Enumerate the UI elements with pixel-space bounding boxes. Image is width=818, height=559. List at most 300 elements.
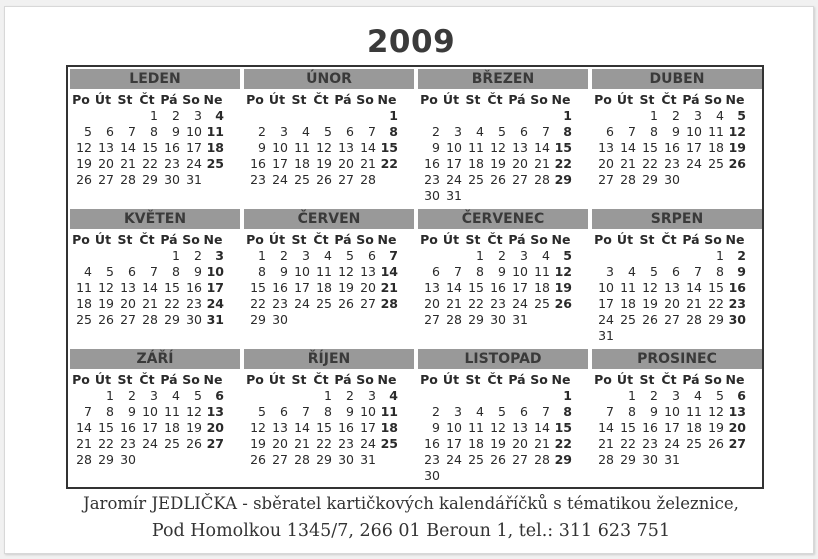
day-cell: 15 [554, 420, 572, 435]
weekday-header: So [356, 371, 374, 387]
week-row [70, 404, 224, 420]
week-row [70, 108, 224, 124]
day-cell: 23 [250, 172, 266, 187]
weekday-header-row [70, 91, 224, 108]
empty-cell [180, 452, 202, 468]
year-title: 2009 [366, 24, 456, 60]
day-cell: 25 [468, 172, 484, 187]
weekday-header: St [639, 371, 655, 387]
empty-cell [484, 108, 506, 124]
empty-cell [506, 468, 528, 484]
day-cell: 23 [664, 156, 680, 171]
day-cell: 3 [454, 404, 462, 419]
day-cell: 20 [598, 156, 614, 171]
day-cell: 7 [128, 124, 136, 139]
day-cell: 14 [686, 280, 702, 295]
day-cell: 11 [686, 404, 702, 419]
empty-cell [636, 328, 658, 344]
day-cell: 18 [294, 156, 310, 171]
day-cell: 12 [490, 420, 506, 435]
day-cell: 21 [620, 156, 636, 171]
day-cell: 3 [520, 248, 528, 263]
weekday-header-row [418, 231, 572, 248]
day-cell: 30 [424, 188, 440, 203]
day-cell: 10 [186, 124, 202, 139]
day-cell: 7 [302, 404, 310, 419]
week-row [418, 140, 572, 156]
day-cell: 12 [316, 140, 332, 155]
week-row [592, 264, 746, 280]
day-cell: 12 [554, 264, 572, 279]
weekday-header-row [244, 91, 398, 108]
day-cell: 17 [664, 420, 680, 435]
day-cell: 31 [446, 188, 462, 203]
empty-cell [506, 388, 528, 404]
day-cell: 26 [98, 312, 114, 327]
weekday-header: Pá [508, 371, 526, 387]
weekday-header: Út [442, 91, 460, 107]
empty-cell [70, 108, 92, 124]
day-cell: 12 [642, 280, 658, 295]
empty-cell [484, 468, 506, 484]
day-cell: 5 [498, 404, 506, 419]
empty-cell [440, 468, 462, 484]
weekday-header: Út [94, 91, 112, 107]
day-cell: 25 [164, 436, 180, 451]
day-cell: 23 [642, 436, 658, 451]
day-cell: 17 [446, 156, 462, 171]
empty-cell [680, 452, 702, 468]
weekday-header: So [182, 231, 200, 247]
weekday-header-row [244, 231, 398, 248]
day-cell: 26 [338, 296, 354, 311]
weekday-header: Út [442, 231, 460, 247]
empty-cell [136, 248, 158, 264]
day-cell: 17 [206, 280, 224, 295]
weekday-header: Ne [377, 231, 397, 247]
month-name: SRPEN [592, 209, 762, 229]
week-row [418, 108, 572, 124]
month-days-table [244, 231, 398, 328]
day-cell: 17 [446, 436, 462, 451]
weekday-header: Ne [551, 231, 571, 247]
weekday-header: Ne [725, 371, 745, 387]
day-cell: 15 [250, 280, 266, 295]
day-cell: 30 [664, 172, 680, 187]
day-cell: 14 [294, 420, 310, 435]
empty-cell [614, 108, 636, 124]
day-cell: 24 [664, 436, 680, 451]
day-cell: 23 [728, 296, 746, 311]
calendar-card [4, 6, 814, 554]
weekday-header: St [639, 231, 655, 247]
day-cell: 4 [324, 248, 332, 263]
week-row [244, 108, 398, 124]
day-cell: 20 [512, 436, 528, 451]
day-cell: 7 [628, 124, 636, 139]
day-cell: 22 [98, 436, 114, 451]
month-days-table [244, 371, 398, 468]
day-cell: 28 [142, 312, 158, 327]
day-cell: 15 [380, 140, 398, 155]
month-days-table [592, 231, 746, 344]
day-cell: 29 [164, 312, 180, 327]
day-cell: 9 [432, 420, 440, 435]
day-cell: 21 [120, 156, 136, 171]
day-cell: 9 [258, 140, 266, 155]
day-cell: 4 [389, 388, 398, 403]
day-cell: 14 [534, 140, 550, 155]
weekday-header: So [530, 91, 548, 107]
weekday-header: St [465, 91, 481, 107]
day-cell: 18 [534, 280, 550, 295]
day-cell: 21 [534, 436, 550, 451]
day-cell: 1 [258, 248, 266, 263]
weekday-header: Ne [725, 231, 745, 247]
day-cell: 23 [424, 452, 440, 467]
weekday-header: So [704, 371, 722, 387]
day-cell: 4 [628, 264, 636, 279]
day-cell: 1 [150, 108, 158, 123]
day-cell: 3 [150, 388, 158, 403]
day-cell: 8 [563, 404, 572, 419]
empty-cell [658, 328, 680, 344]
empty-cell [332, 312, 354, 328]
day-cell: 8 [106, 404, 114, 419]
day-cell: 9 [498, 264, 506, 279]
day-cell: 26 [554, 296, 572, 311]
day-cell: 6 [432, 264, 440, 279]
weekday-header: Čt [487, 231, 503, 247]
day-cell: 22 [620, 436, 636, 451]
day-cell: 8 [172, 264, 180, 279]
day-cell: 29 [142, 172, 158, 187]
empty-cell [592, 248, 614, 264]
week-row [244, 388, 398, 404]
day-cell: 15 [554, 140, 572, 155]
empty-cell [202, 452, 224, 468]
day-cell: 19 [76, 156, 92, 171]
day-cell: 30 [120, 452, 136, 467]
day-cell: 3 [368, 388, 376, 403]
empty-cell [658, 248, 680, 264]
week-row [244, 404, 398, 420]
day-cell: 5 [563, 248, 572, 263]
empty-cell [70, 388, 92, 404]
day-cell: 29 [620, 452, 636, 467]
day-cell: 18 [468, 156, 484, 171]
day-cell: 16 [490, 280, 506, 295]
day-cell: 25 [534, 296, 550, 311]
week-row [244, 420, 398, 436]
week-row [592, 312, 746, 328]
day-cell: 31 [360, 452, 376, 467]
day-cell: 22 [708, 296, 724, 311]
day-cell: 20 [272, 436, 288, 451]
day-cell: 15 [468, 280, 484, 295]
day-cell: 22 [554, 156, 572, 171]
day-cell: 26 [642, 312, 658, 327]
month-days-table [418, 91, 572, 204]
day-cell: 25 [686, 436, 702, 451]
empty-cell [724, 452, 746, 468]
day-cell: 9 [280, 264, 288, 279]
day-cell: 30 [490, 312, 506, 327]
weekday-header: Ne [725, 91, 745, 107]
day-cell: 18 [708, 140, 724, 155]
day-cell: 28 [446, 312, 462, 327]
day-cell: 1 [324, 388, 332, 403]
week-row [418, 248, 572, 264]
day-cell: 5 [737, 108, 746, 123]
weekday-header: So [530, 231, 548, 247]
day-cell: 19 [250, 436, 266, 451]
day-cell: 27 [598, 172, 614, 187]
month-name: LEDEN [70, 69, 240, 89]
day-cell: 18 [380, 420, 398, 435]
day-cell: 30 [338, 452, 354, 467]
month-days-table [592, 371, 746, 468]
day-cell: 23 [186, 296, 202, 311]
empty-cell [202, 172, 224, 188]
day-cell: 24 [206, 296, 224, 311]
empty-cell [614, 248, 636, 264]
day-cell: 15 [316, 420, 332, 435]
day-cell: 24 [686, 156, 702, 171]
day-cell: 29 [98, 452, 114, 467]
day-cell: 9 [737, 264, 746, 279]
day-cell: 27 [98, 172, 114, 187]
weekday-header: Čt [487, 371, 503, 387]
day-cell: 13 [598, 140, 614, 155]
day-cell: 4 [476, 404, 484, 419]
day-cell: 13 [272, 420, 288, 435]
day-cell: 27 [512, 452, 528, 467]
empty-cell [310, 312, 332, 328]
footer-name-line: Jaromír JEDLIČKA - sběratel kartičkových kalendáříčků s tématikou železnice, [83, 494, 739, 513]
weekday-header: Pá [334, 91, 352, 107]
week-row [70, 312, 224, 328]
day-cell: 14 [142, 280, 158, 295]
day-cell: 15 [164, 280, 180, 295]
day-cell: 12 [728, 124, 746, 139]
day-cell: 6 [520, 404, 528, 419]
day-cell: 17 [360, 420, 376, 435]
day-cell: 9 [194, 264, 202, 279]
day-cell: 30 [424, 468, 440, 483]
day-cell: 17 [598, 296, 614, 311]
day-cell: 13 [120, 280, 136, 295]
day-cell: 24 [598, 312, 614, 327]
week-row [418, 388, 572, 404]
day-cell: 10 [512, 264, 528, 279]
day-cell: 20 [360, 280, 376, 295]
day-cell: 17 [272, 156, 288, 171]
day-cell: 2 [194, 248, 202, 263]
weekday-header-row [70, 231, 224, 248]
empty-cell [528, 312, 550, 328]
week-row [418, 280, 572, 296]
week-row [592, 172, 746, 188]
weekday-header: Pá [160, 91, 178, 107]
day-cell: 9 [672, 124, 680, 139]
day-cell: 22 [164, 296, 180, 311]
week-row [70, 264, 224, 280]
day-cell: 16 [186, 280, 202, 295]
day-cell: 25 [468, 452, 484, 467]
week-row [70, 452, 224, 468]
week-row [592, 388, 746, 404]
week-row [418, 404, 572, 420]
empty-cell [724, 172, 746, 188]
weekday-header: Čt [661, 231, 677, 247]
day-cell: 18 [686, 420, 702, 435]
weekday-header: So [356, 231, 374, 247]
empty-cell [92, 108, 114, 124]
day-cell: 16 [338, 420, 354, 435]
day-cell: 12 [708, 404, 724, 419]
day-cell: 26 [186, 436, 202, 451]
day-cell: 27 [728, 436, 746, 451]
day-cell: 1 [563, 108, 572, 123]
day-cell: 24 [446, 452, 462, 467]
weekday-header: Pá [508, 231, 526, 247]
weekday-header: St [117, 231, 133, 247]
week-row [244, 140, 398, 156]
day-cell: 23 [490, 296, 506, 311]
weekday-header: Čt [661, 91, 677, 107]
empty-cell [462, 188, 484, 204]
day-cell: 11 [708, 124, 724, 139]
weekday-header: Út [616, 231, 634, 247]
day-cell: 5 [716, 388, 724, 403]
week-row [70, 124, 224, 140]
day-cell: 14 [380, 264, 398, 279]
day-cell: 3 [694, 108, 702, 123]
day-cell: 3 [454, 124, 462, 139]
weekday-header: St [291, 91, 307, 107]
day-cell: 10 [598, 280, 614, 295]
month-name: KVĚTEN [70, 209, 240, 229]
weekday-header: Ne [203, 91, 223, 107]
day-cell: 25 [380, 436, 398, 451]
day-cell: 30 [728, 312, 746, 327]
day-cell: 21 [76, 436, 92, 451]
day-cell: 14 [620, 140, 636, 155]
day-cell: 15 [642, 140, 658, 155]
day-cell: 17 [186, 140, 202, 155]
day-cell: 27 [120, 312, 136, 327]
weekday-header-row [592, 371, 746, 388]
weekday-header: Út [94, 371, 112, 387]
day-cell: 10 [206, 264, 224, 279]
day-cell: 12 [338, 264, 354, 279]
weekday-header: Ne [377, 91, 397, 107]
weekday-header: St [639, 91, 655, 107]
week-row [592, 404, 746, 420]
day-cell: 31 [598, 328, 614, 343]
day-cell: 11 [76, 280, 92, 295]
day-cell: 14 [360, 140, 376, 155]
day-cell: 16 [642, 420, 658, 435]
empty-cell [462, 388, 484, 404]
day-cell: 6 [280, 404, 288, 419]
day-cell: 14 [120, 140, 136, 155]
empty-cell [528, 468, 550, 484]
day-cell: 14 [598, 420, 614, 435]
weekday-header: Út [268, 91, 286, 107]
week-row [592, 124, 746, 140]
day-cell: 30 [642, 452, 658, 467]
day-cell: 6 [346, 124, 354, 139]
day-cell: 23 [164, 156, 180, 171]
day-cell: 28 [598, 452, 614, 467]
day-cell: 27 [272, 452, 288, 467]
day-cell: 13 [338, 140, 354, 155]
month-name: ČERVENEC [418, 209, 588, 229]
day-cell: 6 [106, 124, 114, 139]
day-cell: 29 [554, 172, 572, 187]
weekday-header: Po [420, 231, 438, 247]
day-cell: 7 [389, 248, 398, 263]
day-cell: 10 [664, 404, 680, 419]
week-row [70, 296, 224, 312]
empty-cell [376, 452, 398, 468]
week-row [70, 280, 224, 296]
empty-cell [592, 388, 614, 404]
day-cell: 17 [142, 420, 158, 435]
day-cell: 1 [628, 388, 636, 403]
day-cell: 13 [512, 140, 528, 155]
weekday-header: St [465, 371, 481, 387]
weekday-header-row [244, 371, 398, 388]
day-cell: 28 [534, 172, 550, 187]
day-cell: 16 [664, 140, 680, 155]
empty-cell [310, 108, 332, 124]
weekday-header: Čt [313, 371, 329, 387]
day-cell: 19 [98, 296, 114, 311]
day-cell: 3 [215, 248, 224, 263]
empty-cell [528, 188, 550, 204]
day-cell: 19 [708, 420, 724, 435]
day-cell: 24 [142, 436, 158, 451]
day-cell: 9 [172, 124, 180, 139]
day-cell: 9 [650, 404, 658, 419]
empty-cell [680, 172, 702, 188]
day-cell: 28 [620, 172, 636, 187]
day-cell: 7 [606, 404, 614, 419]
day-cell: 4 [542, 248, 550, 263]
day-cell: 1 [476, 248, 484, 263]
day-cell: 5 [106, 264, 114, 279]
day-cell: 16 [164, 140, 180, 155]
weekday-header-row [592, 91, 746, 108]
week-row [418, 188, 572, 204]
month-name: ČERVEN [244, 209, 414, 229]
day-cell: 18 [316, 280, 332, 295]
day-cell: 11 [380, 404, 398, 419]
weekday-header: Čt [139, 231, 155, 247]
empty-cell [376, 312, 398, 328]
week-row [592, 420, 746, 436]
day-cell: 11 [468, 420, 484, 435]
day-cell: 24 [272, 172, 288, 187]
day-cell: 25 [294, 172, 310, 187]
month-days-table [592, 91, 746, 188]
day-cell: 3 [606, 264, 614, 279]
day-cell: 21 [446, 296, 462, 311]
empty-cell [484, 188, 506, 204]
